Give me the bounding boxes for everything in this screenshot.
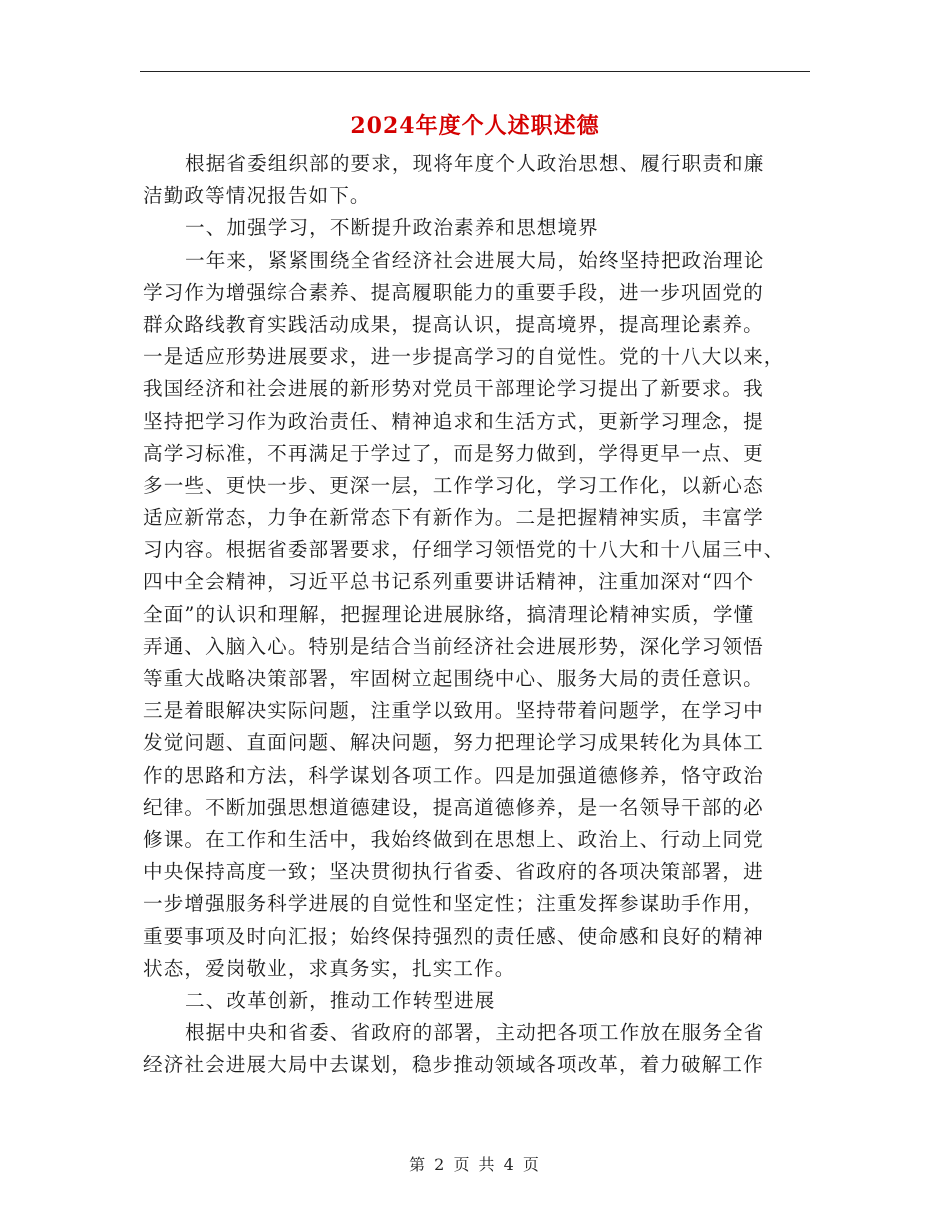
- section-heading: 一、加强学习，不断提升政治素养和思想境界: [185, 216, 599, 240]
- body-line: 经济社会进展大局中去谋划，稳步推动领域各项改革，着力破解工作: [143, 1053, 764, 1077]
- body-line: 学习作为增强综合素养、提高履职能力的重要手段，进一步巩固党的: [143, 280, 764, 304]
- document-body: [143, 148, 815, 1081]
- body-line: 群众路线教育实践活动成果，提高认识，提高境界，提高理论素养。: [143, 312, 764, 336]
- body-line: 一年来，紧紧围绕全省经济社会进展大局，始终坚持把政治理论: [185, 248, 765, 272]
- body-line: 一是适应形势进展要求，进一步提高学习的自觉性。党的十八大以来，: [143, 345, 785, 369]
- body-line: 一步增强服务科学进展的自觉性和坚定性；注重发挥参谋助手作用，: [143, 892, 764, 916]
- section-heading: 二、改革创新，推动工作转型进展: [185, 988, 496, 1012]
- body-line: 重要事项及时向汇报；始终保持强烈的责任感、使命感和良好的精神: [143, 924, 764, 948]
- body-line: 多一些、更快一步、更深一层，工作学习化，学习工作化，以新心态: [143, 473, 764, 497]
- body-line: 等重大战略决策部署，牢固树立起围绕中心、服务大局的责任意识。: [143, 667, 764, 690]
- body-line: 根据中央和省委、省政府的部署，主动把各项工作放在服务全省: [185, 1021, 765, 1045]
- body-line: 三是着眼解决实际问题，注重学以致用。坚持带着问题学，在学习中: [143, 699, 764, 723]
- body-line: 习内容。根据省委部署要求，仔细学习领悟党的十八大和十八届三中、: [143, 538, 785, 562]
- body-line: 洁勤政等情况报告如下。: [143, 184, 371, 208]
- document-title: 2024年度个人述职述德: [350, 113, 600, 139]
- body-line: 高学习标准，不再满足于学过了，而是努力做到，学得更早一点、更: [143, 441, 764, 465]
- page-number: 第 2 页 共 4 页: [409, 1155, 541, 1174]
- body-line: 我国经济和社会进展的新形势对党员干部理论学习提出了新要求。我: [143, 377, 764, 401]
- body-line: 修课。在工作和生活中，我始终做到在思想上、政治上、行动上同党: [143, 827, 764, 851]
- body-line: 作的思路和方法，科学谋划各项工作。四是加强道德修养，恪守政治: [143, 763, 764, 787]
- body-line: 中央保持高度一致；坚决贯彻执行省委、省政府的各项决策部署，进: [143, 860, 764, 884]
- body-line: 状态，爱岗敬业，求真务实，扎实工作。: [143, 956, 516, 980]
- body-line: 全面”的认识和理解，把握理论进展脉络，搞清理论精神实质，学懂: [143, 602, 755, 626]
- body-line: 发觉问题、直面问题、解决问题，努力把理论学习成果转化为具体工: [143, 731, 764, 755]
- body-line: 适应新常态，力争在新常态下有新作为。二是把握精神实质，丰富学: [143, 506, 764, 530]
- body-line: 弄通、入脑入心。特别是结合当前经济社会进展形势，深化学习领悟: [143, 634, 764, 658]
- body-line: 坚持把学习作为政治责任、精神追求和生活方式，更新学习理念，提: [143, 409, 764, 433]
- header-rule: [140, 71, 810, 72]
- body-line: 纪律。不断加强思想道德建设，提高道德修养，是一名领导干部的必: [143, 795, 764, 819]
- body-line: 四中全会精神，习近平总书记系列重要讲话精神，注重加深对“四个: [143, 570, 755, 594]
- body-line: 根据省委组织部的要求，现将年度个人政治思想、履行职责和廉: [185, 152, 765, 175]
